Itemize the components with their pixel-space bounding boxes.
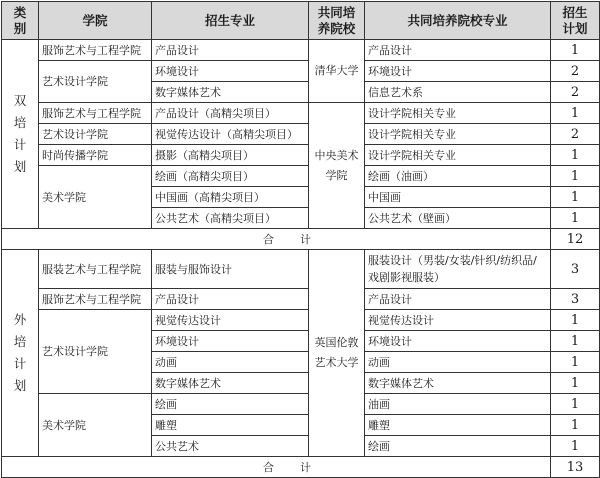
major-cell: 数字媒体艺术 [152, 373, 309, 394]
total-label: 合 计 [2, 229, 551, 250]
college-cell: 艺术设计学院 [39, 124, 152, 145]
quota-cell: 1 [551, 415, 600, 436]
major-cell: 视觉传达设计 [152, 310, 309, 331]
college-cell: 艺术设计学院 [39, 61, 152, 103]
header-major: 招生专业 [152, 2, 309, 40]
category-external: 外 培 计 划 [2, 250, 39, 457]
college-cell: 服饰艺术与工程学院 [39, 289, 152, 310]
major-cell: 公共艺术 [152, 436, 309, 457]
header-partner: 共同培 养院校 [309, 2, 365, 40]
major-cell: 环境设计 [152, 61, 309, 82]
quota-cell: 2 [551, 82, 600, 103]
quota-cell: 1 [551, 166, 600, 187]
partner-major-cell: 雕塑 [365, 415, 551, 436]
header-row [2, 2, 600, 40]
major-cell: 产品设计 [152, 289, 309, 310]
category-double: 双 培 计 划 [2, 40, 39, 229]
total-label: 合 计 [2, 457, 551, 478]
major-cell: 产品设计 [152, 40, 309, 61]
major-cell: 中国画（高精尖项目） [152, 187, 309, 208]
header-quota: 招生 计划 [551, 2, 600, 40]
quota-cell: 1 [551, 331, 600, 352]
table-row [2, 40, 600, 61]
college-cell: 艺术设计学院 [39, 310, 152, 394]
total-row-external [2, 457, 600, 478]
quota-cell: 1 [551, 187, 600, 208]
partner-major-cell: 产品设计 [365, 40, 551, 61]
partner-major-cell: 中国画 [365, 187, 551, 208]
table-row [2, 124, 600, 145]
college-cell: 美术学院 [39, 394, 152, 457]
header-college: 学院 [39, 2, 152, 40]
partner-tsinghua: 清华大学 [309, 40, 365, 103]
partner-cafa: 中央美术 学院 [309, 103, 365, 229]
enrollment-plan-table [1, 1, 600, 478]
major-cell: 摄影（高精尖项目） [152, 145, 309, 166]
table-row [2, 250, 600, 289]
partner-major-cell: 公共艺术（壁画） [365, 208, 551, 229]
major-cell: 动画 [152, 352, 309, 373]
quota-cell: 3 [551, 250, 600, 289]
table-row [2, 166, 600, 187]
partner-major-cell: 油画 [365, 394, 551, 415]
total-value: 12 [551, 229, 600, 250]
major-cell: 产品设计（高精尖项目） [152, 103, 309, 124]
partner-major-cell: 设计学院相关专业 [365, 124, 551, 145]
quota-cell: 1 [551, 208, 600, 229]
total-row-double [2, 229, 600, 250]
quota-cell: 1 [551, 310, 600, 331]
major-cell: 绘画 [152, 394, 309, 415]
partner-major-cell: 动画 [365, 352, 551, 373]
partner-major-cell: 绘画（油画） [365, 166, 551, 187]
table-row [2, 289, 600, 310]
quota-cell: 3 [551, 289, 600, 310]
partner-major-cell: 数字媒体艺术 [365, 373, 551, 394]
partner-major-cell: 环境设计 [365, 331, 551, 352]
major-cell: 环境设计 [152, 331, 309, 352]
table-row [2, 61, 600, 82]
table-row [2, 145, 600, 166]
quota-cell: 1 [551, 40, 600, 61]
header-category: 类 别 [2, 2, 39, 40]
table-row [2, 310, 600, 331]
table-row [2, 103, 600, 124]
partner-major-cell: 服装设计（男装/女装/针织/纺织品/ 戏剧影视服装） [365, 250, 551, 289]
college-cell: 服饰艺术与工程学院 [39, 103, 152, 124]
total-value: 13 [551, 457, 600, 478]
partner-major-cell: 环境设计 [365, 61, 551, 82]
partner-major-cell: 绘画 [365, 436, 551, 457]
quota-cell: 2 [551, 61, 600, 82]
partner-major-cell: 产品设计 [365, 289, 551, 310]
quota-cell: 1 [551, 394, 600, 415]
partner-major-cell: 设计学院相关专业 [365, 145, 551, 166]
quota-cell: 1 [551, 145, 600, 166]
college-cell: 美术学院 [39, 166, 152, 229]
quota-cell: 1 [551, 373, 600, 394]
major-cell: 绘画（高精尖项目） [152, 166, 309, 187]
quota-cell: 2 [551, 124, 600, 145]
major-cell: 视觉传达设计（高精尖项目） [152, 124, 309, 145]
major-cell: 雕塑 [152, 415, 309, 436]
partner-major-cell: 信息艺术系 [365, 82, 551, 103]
quota-cell: 1 [551, 352, 600, 373]
quota-cell: 1 [551, 103, 600, 124]
table-row [2, 394, 600, 415]
college-cell: 服饰艺术与工程学院 [39, 40, 152, 61]
quota-cell: 1 [551, 436, 600, 457]
partner-major-cell: 视觉传达设计 [365, 310, 551, 331]
partner-ual: 英国伦敦 艺术大学 [309, 250, 365, 457]
header-partner-major: 共同培养院校专业 [365, 2, 551, 40]
major-cell: 服装与服饰设计 [152, 250, 309, 289]
major-cell: 数字媒体艺术 [152, 82, 309, 103]
major-cell: 公共艺术（高精尖项目） [152, 208, 309, 229]
college-cell: 时尚传播学院 [39, 145, 152, 166]
partner-major-cell: 设计学院相关专业 [365, 103, 551, 124]
college-cell: 服装艺术与工程学院 [39, 250, 152, 289]
